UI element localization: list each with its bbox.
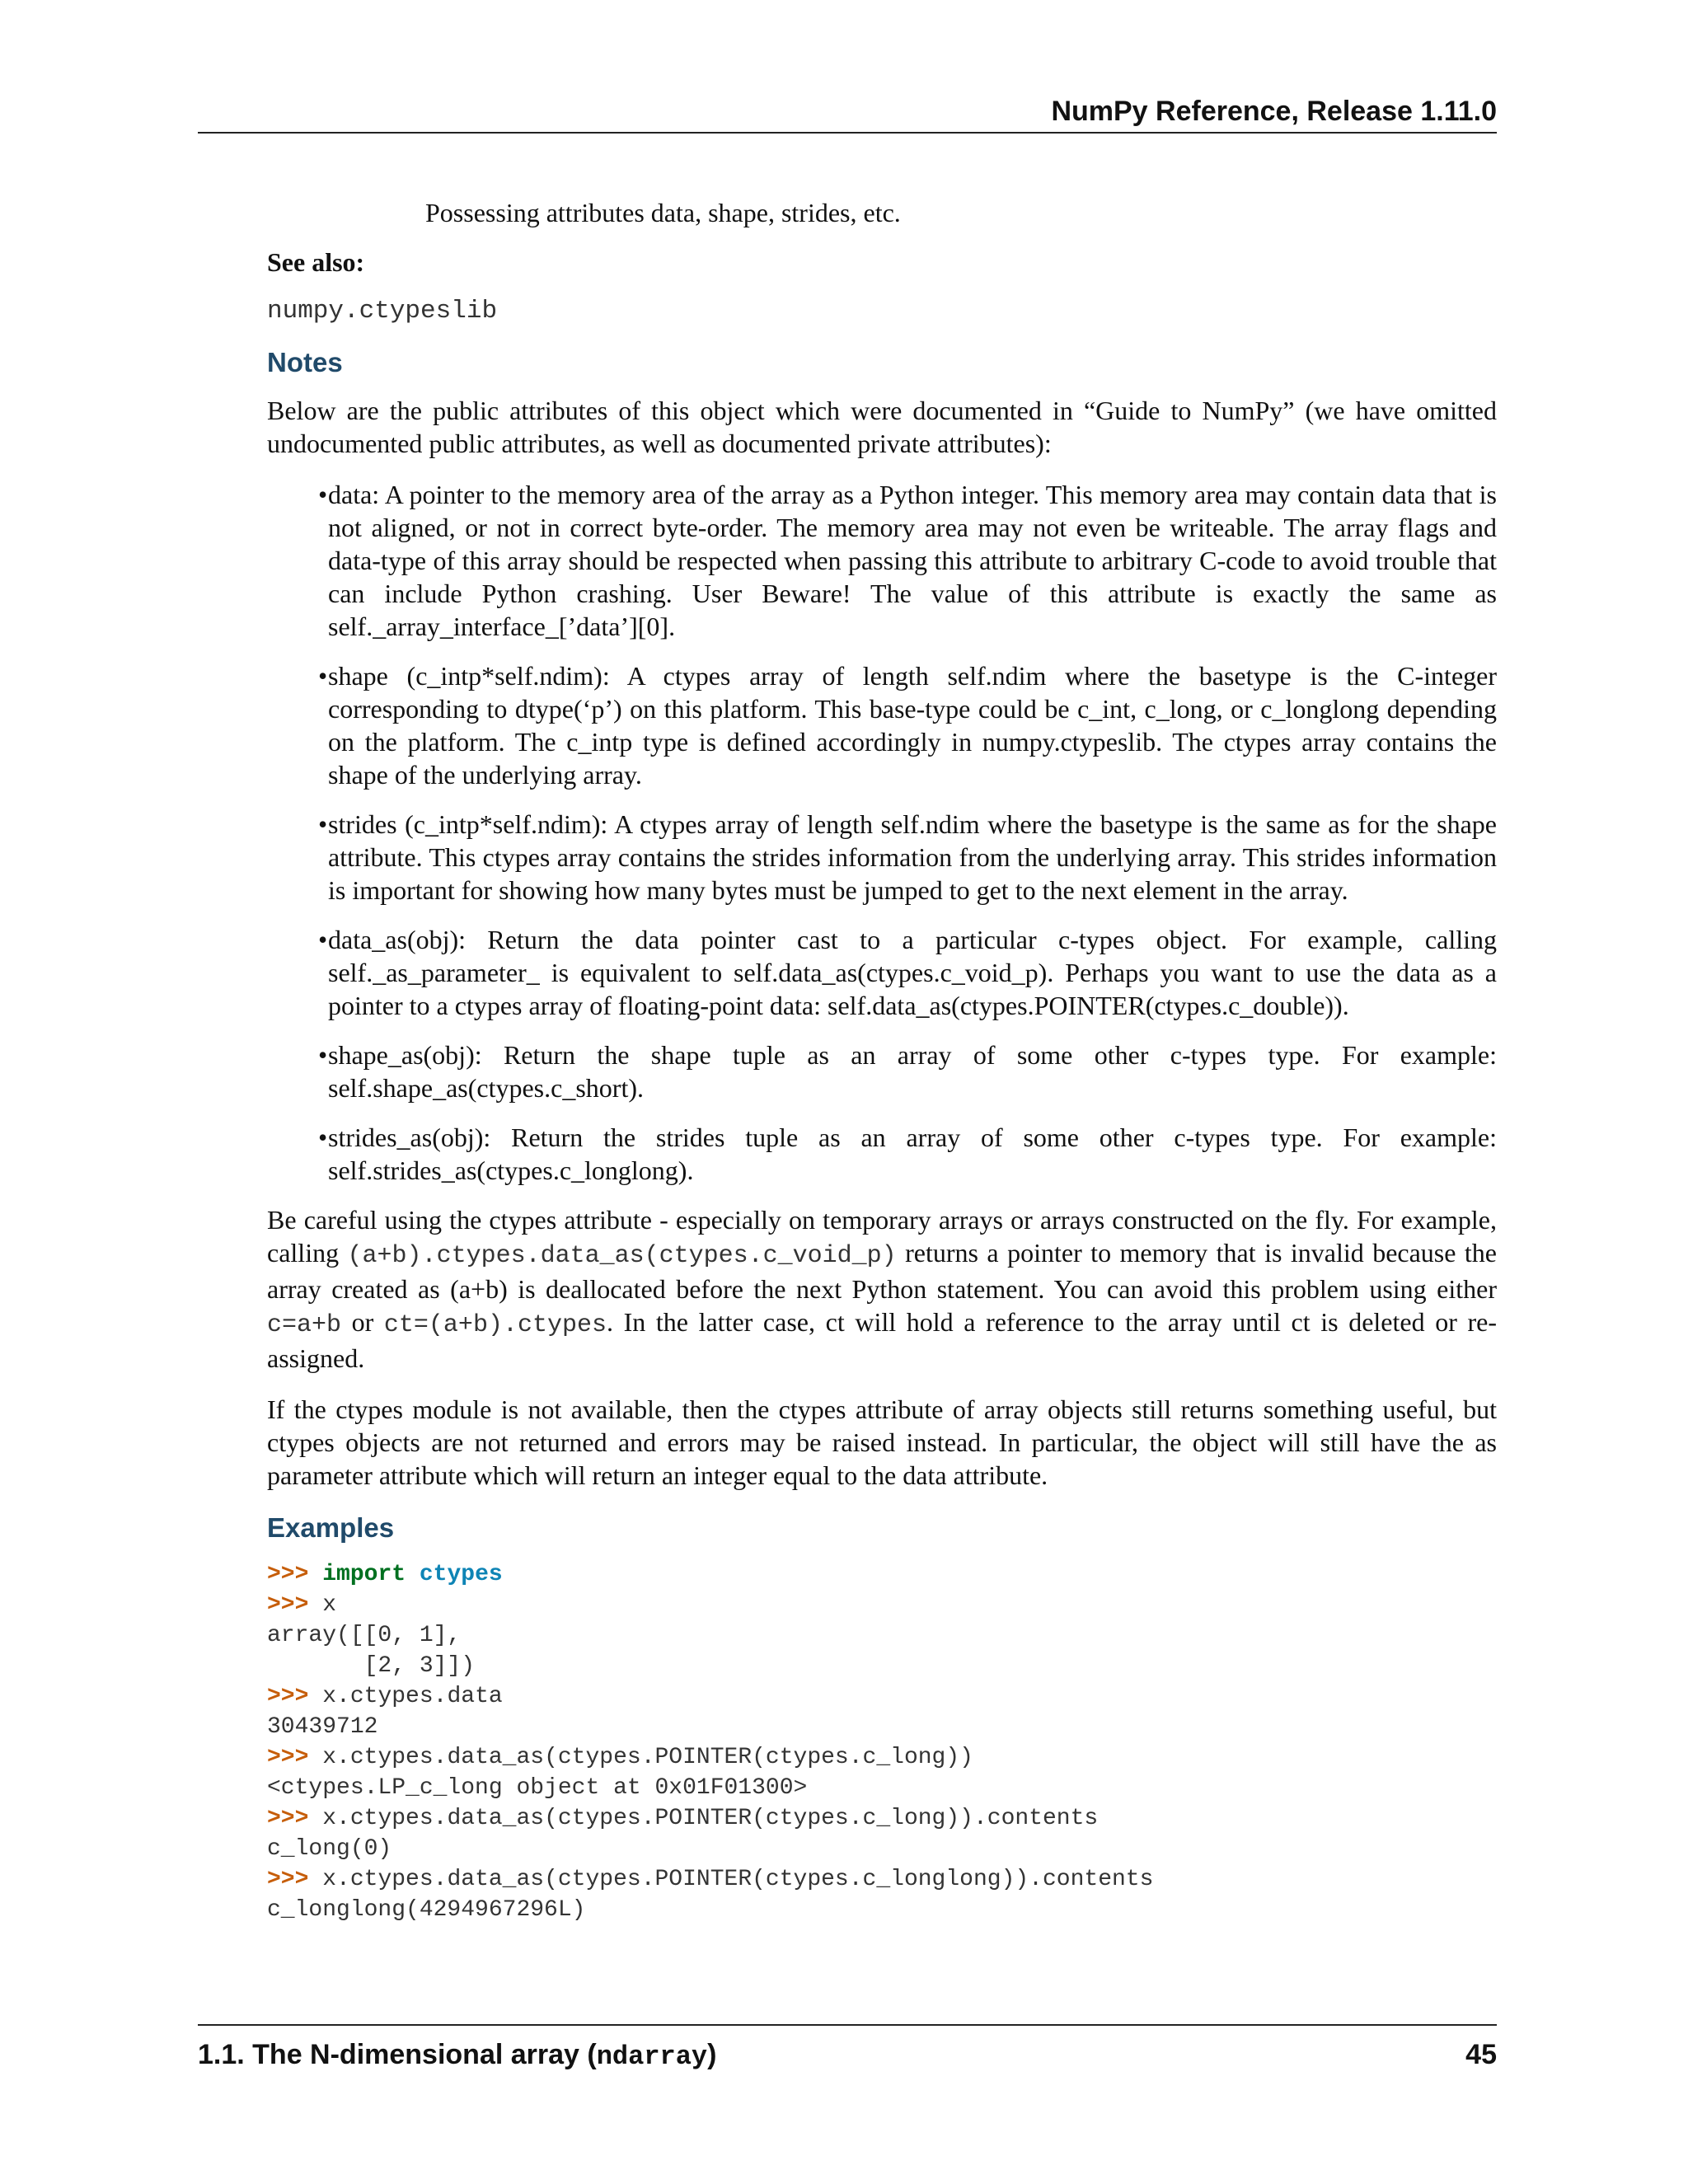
prompt-marker: >>> — [267, 1684, 309, 1709]
notes-intro: Below are the public attributes of this object which were documented in “Guide to NumPy” (we have omitted undocumented public attributes, as well as documented private attributes): — [267, 396, 1497, 458]
bullet-icon: • — [318, 925, 328, 954]
code-text: x.ctypes.data_as(ctypes.POINTER(ctypes.c_long)).contents — [322, 1806, 1099, 1831]
running-title: NumPy Reference, Release 1.11.0 — [1051, 96, 1497, 127]
page-body — [267, 196, 1497, 1925]
code-input-line — [267, 1684, 503, 1709]
bullet-icon: • — [318, 661, 328, 691]
code-input-line — [267, 1745, 973, 1770]
inline-code: c=a+b — [267, 1311, 342, 1339]
code-text: c_longlong(4294967296L) — [267, 1897, 586, 1923]
footer-section-title — [198, 2031, 716, 2081]
page-number: 45 — [1465, 2039, 1497, 2070]
footer-section-code: ndarray — [596, 2041, 708, 2072]
careful-text-4: . In the latter case, ct will hold a reference to the array until ct is deleted or re-assigned. — [267, 1307, 1498, 1373]
bullet-icon: • — [318, 480, 328, 509]
inline-code: ct=(a+b).ctypes — [383, 1311, 607, 1339]
careful-text-3: or — [341, 1307, 384, 1337]
code-input-line — [267, 1806, 1098, 1831]
attribute-item-shape-as — [318, 1038, 1497, 1104]
prompt-marker: >>> — [267, 1806, 309, 1831]
definition-text: Possessing attributes data, shape, strides, etc. — [425, 198, 901, 227]
code-text: array([[0, 1], — [267, 1623, 462, 1648]
code-output-line — [267, 1623, 461, 1648]
see-also-heading: See also: — [267, 247, 365, 277]
prompt-marker: >>> — [267, 1867, 309, 1892]
code-text: [2, 3]]) — [267, 1653, 476, 1679]
bullet-icon: • — [318, 809, 328, 839]
careful-text-1: Be careful using the ctypes attribute - especially on temporary arrays or arrays constructed on the fly. For example, calling — [267, 1205, 1497, 1268]
code-text: c_long(0) — [267, 1836, 392, 1862]
attribute-text: shape_as(obj): Return the shape tuple as an array of some other c-types type. For example: self.shape_as(ctypes.c_short). — [328, 1040, 1497, 1103]
code-input-line — [267, 1867, 1153, 1892]
attribute-item-strides — [318, 808, 1497, 907]
see-also-link[interactable]: numpy.ctypeslib — [267, 297, 498, 326]
careful-paragraph — [267, 1203, 1497, 1375]
fallback-paragraph: If the ctypes module is not available, then the ctypes attribute of array objects still returns something useful, but ctypes objects are not returned and errors may be raised instead. In particular, the object will still have the as parameter attribute which will return an integer equal to the data attribute. — [267, 1394, 1497, 1490]
bullet-icon: • — [318, 1122, 328, 1152]
inline-code: (a+b).ctypes.data_as(ctypes.c_void_p) — [347, 1242, 897, 1270]
code-input-line — [267, 1592, 336, 1618]
attribute-text: data: A pointer to the memory area of the array as a Python integer. This memory area may contain data that is not aligned, or not in correct byte-order. The memory area may not even be writeable. The array flags and data-type of this array should be respected when passing this attribute to arbitrary C-code to avoid trouble that can include Python crashing. User Beware! The value of this attribute is exactly the same as self._array_interface_[’data’][0]. — [328, 480, 1497, 641]
code-line-import — [267, 1562, 503, 1587]
examples-heading: Examples — [267, 1512, 395, 1543]
running-header — [198, 92, 1497, 134]
code-block — [267, 1559, 1497, 1925]
prompt-marker: >>> — [267, 1562, 309, 1587]
code-output-line — [267, 1653, 475, 1679]
code-output-line — [267, 1836, 392, 1862]
bullet-icon: • — [318, 1040, 328, 1070]
attribute-item-shape — [318, 659, 1497, 791]
attribute-list — [267, 478, 1497, 1187]
code-text: x.ctypes.data — [322, 1684, 503, 1709]
notes-heading: Notes — [267, 347, 343, 377]
attribute-text: strides (c_intp*self.ndim): A ctypes array of length self.ndim where the basetype is the same as for the shape attribute. This ctypes array contains the strides information from the underlying array. This strides information is important for showing how many bytes must be jumped to get to the next element in the array. — [328, 809, 1497, 905]
prompt-marker: >>> — [267, 1745, 309, 1770]
code-output-line — [267, 1897, 585, 1923]
code-output-line — [267, 1775, 807, 1801]
careful-text-2: returns a pointer to memory that is invalid because the array created as (a+b) is deallocated before the next Python statement. You can avoid this problem using either — [267, 1238, 1498, 1304]
footer-section-prefix: 1.1. The N-dimensional array ( — [198, 2039, 597, 2070]
running-footer — [198, 2024, 1497, 2075]
code-module: ctypes — [419, 1562, 503, 1587]
attribute-item-data-as — [318, 923, 1497, 1022]
prompt-marker: >>> — [267, 1592, 309, 1618]
code-text: x.ctypes.data_as(ctypes.POINTER(ctypes.c_longlong)).contents — [322, 1867, 1154, 1892]
examples-section — [267, 1510, 1497, 1925]
code-keyword: import — [322, 1562, 406, 1587]
attribute-text: shape (c_intp*self.ndim): A ctypes array of length self.ndim where the basetype is the C-integer corresponding to dtype(‘p’) on this platform. This base-type could be c_int, c_long, or c_longlong depending on the platform. The c_intp type is defined accordingly in numpy.ctypeslib. The ctypes array contains the shape of the underlying array. — [328, 661, 1497, 790]
attribute-text: data_as(obj): Return the data pointer cast to a particular c-types object. For example, calling self._as_parameter_ is equivalent to self.data_as(ctypes.c_void_p). Perhaps you want to use the data as a pointer to a ctypes array of floating-point data: self.data_as(ctypes.POINTER(ctypes.c_double)). — [328, 925, 1497, 1020]
code-output-line — [267, 1714, 377, 1740]
code-text: x.ctypes.data_as(ctypes.POINTER(ctypes.c_long)) — [322, 1745, 973, 1770]
attribute-item-data — [318, 478, 1497, 643]
attribute-item-strides-as — [318, 1121, 1497, 1187]
code-text: <ctypes.LP_c_long object at 0x01F01300> — [267, 1775, 808, 1801]
code-lines — [267, 1592, 1153, 1923]
code-text: x — [322, 1592, 337, 1618]
code-text: 30439712 — [267, 1714, 378, 1740]
footer-section-suffix: ) — [707, 2039, 717, 2070]
attribute-text: strides_as(obj): Return the strides tuple as an array of some other c-types type. For example: self.strides_as(ctypes.c_longlong). — [328, 1122, 1497, 1185]
